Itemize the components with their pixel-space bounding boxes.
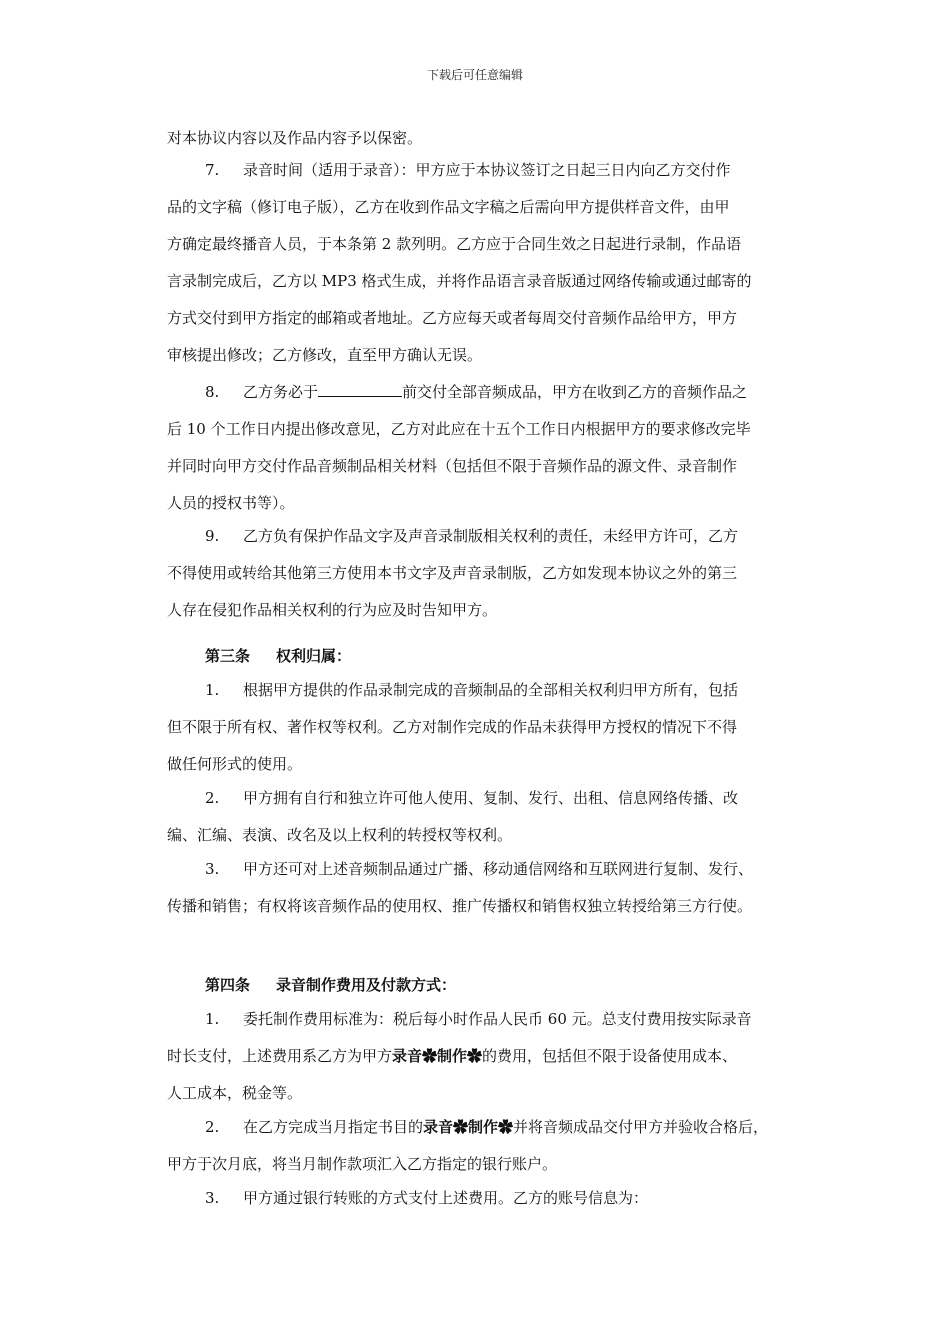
item-text: 前交付全部音频成品，甲方在收到乙方的音频作品之 (402, 383, 748, 401)
paragraph-line: 品的文字稿（修订电子版），乙方在收到作品文字稿之后需向甲方提供样音文件，由甲 (167, 198, 730, 216)
blank-date-underline (318, 382, 402, 397)
article-label: 第三条 (205, 647, 251, 665)
article-3-heading (205, 646, 817, 666)
item-text: 乙方负有保护作品文字及声音录制版相关权利的责任，未经甲方许可，乙方 (243, 527, 739, 545)
item-text: 的费用，包括但不限于设备使用成本、 (482, 1047, 738, 1065)
emphasis-text: 录音✿制作✿ (423, 1118, 514, 1136)
paragraph-line: 言录制完成后，乙方以 MP3 格式生成，并将作品语言录音版通过网络传输或通过邮寄的 (167, 272, 752, 290)
art4-item-2-line-1 (205, 1117, 817, 1137)
paragraph-line: 人存在侵犯作品相关权利的行为应及时告知甲方。 (167, 601, 498, 619)
article-4-heading (205, 975, 817, 995)
art4-item-1-line-1 (205, 1009, 817, 1029)
article-title: 权利归属： (276, 647, 352, 665)
item-number: 3. (205, 860, 220, 878)
paragraph-line: 审核提出修改；乙方修改，直至甲方确认无误。 (167, 346, 483, 364)
item-number: 7. (205, 161, 220, 179)
item-text: 时长支付，上述费用系乙方为甲方 (167, 1047, 393, 1065)
paragraph-line: 甲方于次月底，将当月制作款项汇入乙方指定的银行账户。 (167, 1155, 558, 1173)
item-number: 9. (205, 527, 220, 545)
paragraph-line: 不得使用或转给其他第三方使用本书文字及声音录制版，乙方如发现本协议之外的第三 (167, 564, 738, 582)
article-title: 录音制作费用及付款方式： (276, 976, 457, 994)
emphasis-text: 录音✿制作✿ (392, 1047, 483, 1065)
item-number: 1. (205, 1010, 220, 1028)
item-text: 根据甲方提供的作品录制完成的音频制品的全部相关权利归甲方所有，包括 (243, 681, 739, 699)
art4-item-3-line-1 (205, 1188, 817, 1208)
paragraph-line: 人员的授权书等）。 (167, 494, 295, 512)
paragraph-line: 但不限于所有权、著作权等权利。乙方对制作完成的作品未获得甲方授权的情况下不得 (167, 718, 738, 736)
paragraph-line: 方式交付到甲方指定的邮箱或者地址。乙方应每天或者每周交付音频作品给甲方，甲方 (167, 309, 738, 327)
item-text: 录音时间（适用于录音）：甲方应于本协议签订之日起三日内向乙方交付作 (243, 161, 731, 179)
item-number: 2. (205, 789, 220, 807)
item-text: 委托制作费用标准为：税后每小时作品人民币 60 元。总支付费用按实际录音 (243, 1010, 752, 1028)
art3-item-3-line-1 (205, 859, 817, 879)
art4-item-1-line-2 (167, 1046, 817, 1066)
art3-item-1-line-1 (205, 680, 817, 700)
paragraph-line: 方确定最终播音人员，于本条第 2 款列明。乙方应于合同生效之日起进行录制，作品语 (167, 235, 742, 253)
paragraph-line: 并同时向甲方交付作品音频制品相关材料（包括但不限于音频作品的源文件、录音制作 (167, 457, 738, 475)
paragraph-line: 传播和销售；有权将该音频作品的使用权、推广传播权和销售权独立转授给第三方行使。 (167, 897, 753, 915)
item-number: 2. (205, 1118, 220, 1136)
item-text: 并将音频成品交付甲方并验收合格后， (513, 1118, 769, 1136)
item-text: 乙方务必于 (243, 383, 319, 401)
item-9-line-1 (205, 526, 817, 546)
paragraph-line: 做任何形式的使用。 (167, 755, 303, 773)
item-number: 1. (205, 681, 220, 699)
article-label: 第四条 (205, 976, 251, 994)
item-text: 甲方拥有自行和独立许可他人使用、复制、发行、出租、信息网络传播、改 (243, 789, 739, 807)
item-text: 甲方还可对上述音频制品通过广播、移动通信网络和互联网进行复制、发行、 (243, 860, 754, 878)
paragraph-line: 人工成本，税金等。 (167, 1084, 303, 1102)
paragraph-line: 后 10 个工作日内提出修改意见，乙方对此应在十五个工作日内根据甲方的要求修改完毕 (167, 420, 751, 438)
item-text: 在乙方完成当月指定书目的 (243, 1118, 424, 1136)
art3-item-2-line-1 (205, 788, 817, 808)
paragraph-line: 对本协议内容以及作品内容予以保密。 (167, 129, 423, 147)
paragraph-line: 编、汇编、表演、改名及以上权利的转授权等权利。 (167, 826, 513, 844)
page-header: 下载后可任意编辑 (426, 68, 523, 82)
item-7-line-1 (205, 160, 817, 180)
item-text: 甲方通过银行转账的方式支付上述费用。乙方的账号信息为： (243, 1189, 649, 1207)
item-number: 8. (205, 383, 220, 401)
item-number: 3. (205, 1189, 220, 1207)
item-8-line-1 (205, 382, 817, 402)
